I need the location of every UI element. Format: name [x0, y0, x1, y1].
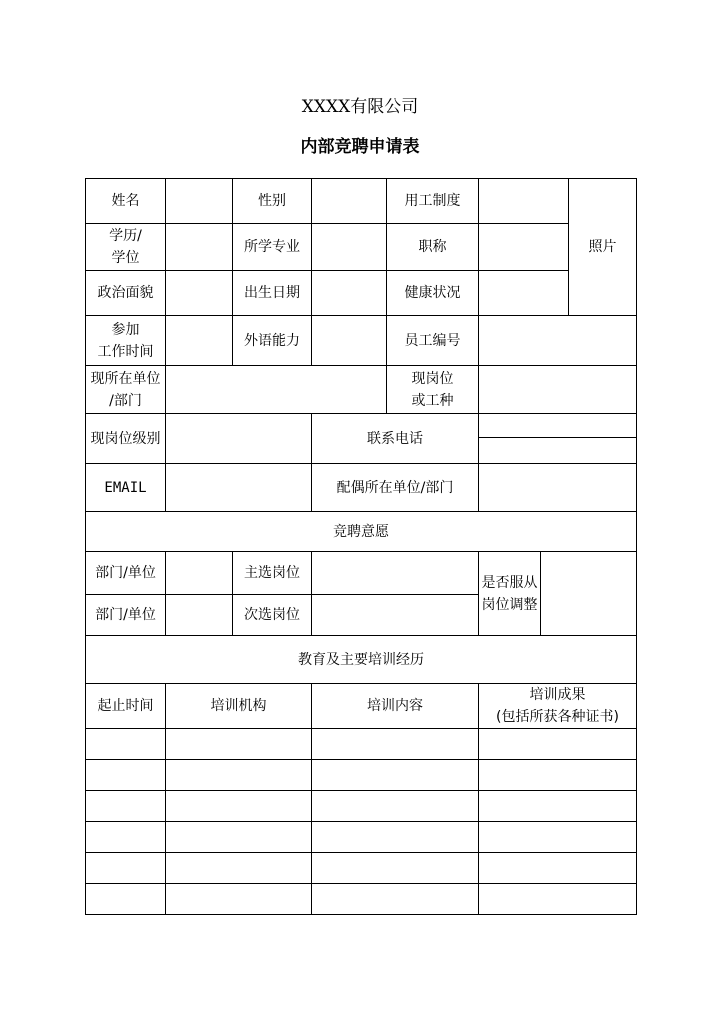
field-political-status[interactable] [166, 271, 233, 316]
field-phone-1[interactable] [479, 414, 637, 438]
field-major[interactable] [312, 224, 387, 271]
cell-result[interactable] [479, 884, 637, 915]
field-email[interactable] [166, 464, 312, 512]
label-employment-system: 用工制度 [387, 179, 479, 224]
cell-content[interactable] [312, 729, 479, 760]
label-foreign-language: 外语能力 [233, 316, 312, 366]
cell-period[interactable] [86, 729, 166, 760]
field-title-rank[interactable] [479, 224, 569, 271]
cell-result[interactable] [479, 791, 637, 822]
field-current-post[interactable] [479, 366, 637, 414]
cell-content[interactable] [312, 853, 479, 884]
field-employment-system[interactable] [479, 179, 569, 224]
label-current-unit: 现所在单位 /部门 [86, 366, 166, 414]
field-second-choice[interactable] [312, 595, 479, 636]
label-name: 姓名 [86, 179, 166, 224]
field-health[interactable] [479, 271, 569, 316]
cell-period[interactable] [86, 822, 166, 853]
field-work-start[interactable] [166, 316, 233, 366]
field-phone-2[interactable] [479, 438, 637, 464]
cell-institution[interactable] [166, 822, 312, 853]
label-current-level: 现岗位级别 [86, 414, 166, 464]
label-phone: 联系电话 [312, 414, 479, 464]
cell-institution[interactable] [166, 729, 312, 760]
field-current-level[interactable] [166, 414, 312, 464]
label-health: 健康状况 [387, 271, 479, 316]
field-dept-2[interactable] [166, 595, 233, 636]
company-name: XXXX有限公司 [301, 97, 419, 117]
field-gender[interactable] [312, 179, 387, 224]
header-institution: 培训机构 [166, 684, 312, 729]
label-dept-1: 部门/单位 [86, 552, 166, 595]
cell-result[interactable] [479, 853, 637, 884]
table-row [86, 791, 637, 822]
cell-institution[interactable] [166, 791, 312, 822]
form-title: 内部竞聘申请表 [300, 137, 420, 157]
field-birth-date[interactable] [312, 271, 387, 316]
label-title-rank: 职称 [387, 224, 479, 271]
cell-period[interactable] [86, 884, 166, 915]
application-form [85, 178, 637, 915]
field-education-degree[interactable] [166, 224, 233, 271]
cell-institution[interactable] [166, 853, 312, 884]
field-foreign-language[interactable] [312, 316, 387, 366]
label-employee-id: 员工编号 [387, 316, 479, 366]
field-dept-1[interactable] [166, 552, 233, 595]
field-spouse-unit[interactable] [479, 464, 637, 512]
table-row [86, 884, 637, 915]
field-first-choice[interactable] [312, 552, 479, 595]
label-major: 所学专业 [233, 224, 312, 271]
cell-result[interactable] [479, 822, 637, 853]
cell-result[interactable] [479, 729, 637, 760]
cell-result[interactable] [479, 760, 637, 791]
cell-content[interactable] [312, 884, 479, 915]
label-education-degree: 学历/ 学位 [86, 224, 166, 271]
header-content: 培训内容 [312, 684, 479, 729]
label-gender: 性别 [233, 179, 312, 224]
field-current-unit[interactable] [166, 366, 387, 414]
label-birth-date: 出生日期 [233, 271, 312, 316]
table-row [86, 822, 637, 853]
cell-institution[interactable] [166, 884, 312, 915]
field-employee-id[interactable] [479, 316, 637, 366]
table-row [86, 760, 637, 791]
field-name[interactable] [166, 179, 233, 224]
label-dept-2: 部门/单位 [86, 595, 166, 636]
header-result: 培训成果 (包括所获各种证书) [479, 684, 637, 729]
section-education: 教育及主要培训经历 [86, 636, 637, 684]
cell-content[interactable] [312, 822, 479, 853]
field-accept-adjust[interactable] [541, 552, 637, 636]
table-row [86, 729, 637, 760]
cell-content[interactable] [312, 760, 479, 791]
table-row [86, 853, 637, 884]
cell-period[interactable] [86, 791, 166, 822]
cell-period[interactable] [86, 853, 166, 884]
cell-content[interactable] [312, 791, 479, 822]
label-accept-adjust: 是否服从 岗位调整 [479, 552, 541, 636]
cell-period[interactable] [86, 760, 166, 791]
label-political-status: 政治面貌 [86, 271, 166, 316]
section-intention: 竞聘意愿 [86, 512, 637, 552]
label-work-start: 参加 工作时间 [86, 316, 166, 366]
label-email: EMAIL [86, 464, 166, 512]
photo-box[interactable]: 照片 [569, 179, 637, 316]
label-spouse-unit: 配偶所在单位/部门 [312, 464, 479, 512]
label-second-choice: 次选岗位 [233, 595, 312, 636]
label-current-post: 现岗位 或工种 [387, 366, 479, 414]
cell-institution[interactable] [166, 760, 312, 791]
header-period: 起止时间 [86, 684, 166, 729]
label-first-choice: 主选岗位 [233, 552, 312, 595]
